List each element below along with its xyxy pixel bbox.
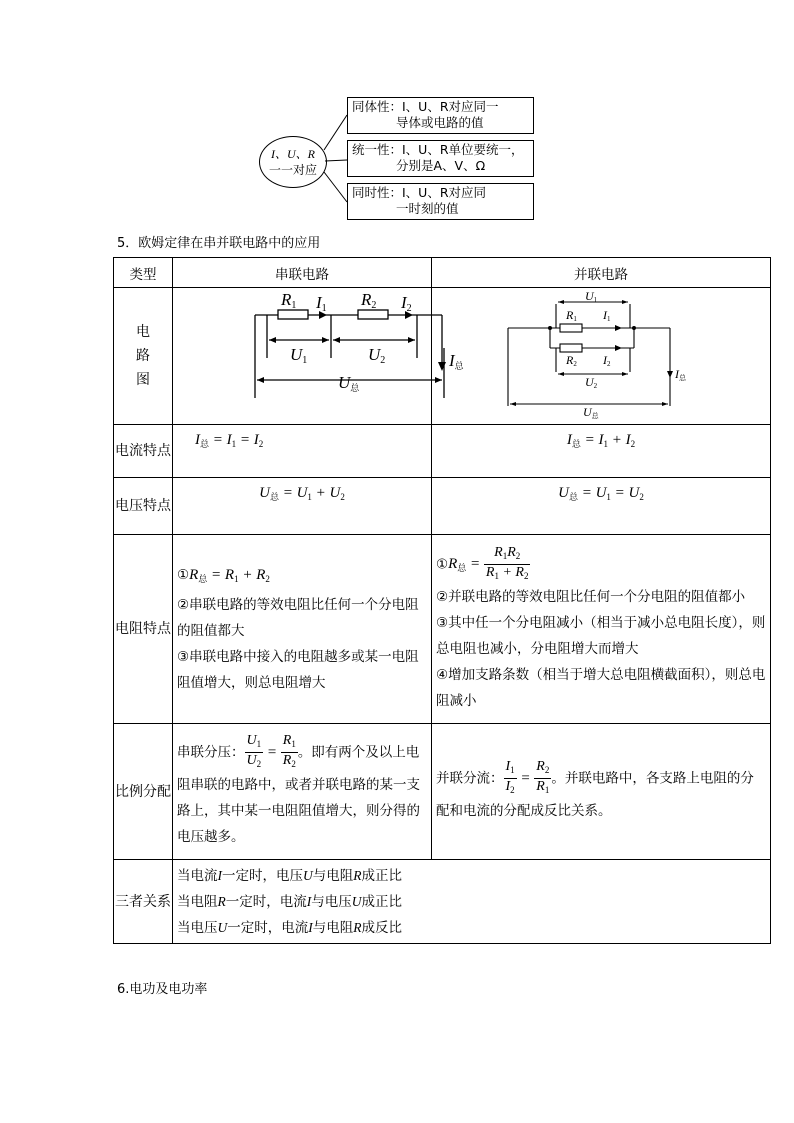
series-label-U2: U bbox=[368, 345, 381, 364]
concept-box-line1: 同体性：I、U、R对应同一 bbox=[352, 99, 499, 114]
label-ratio: 比例分配 bbox=[114, 724, 173, 860]
parallel-sub-R1: 1 bbox=[573, 315, 577, 323]
label-circuit-diagram: 电 路 图 bbox=[114, 288, 173, 425]
series-resistance-formula: $①R_总 = R_1 + R_2$ bbox=[177, 567, 270, 584]
parallel-sub-R2: 2 bbox=[573, 360, 577, 368]
svg-text:I2 bbox=[400, 293, 412, 314]
row-resistance bbox=[114, 535, 771, 724]
svg-text:I2 bbox=[602, 353, 611, 368]
row-ratio bbox=[114, 724, 771, 860]
parallel-sub-Utotal: 总 bbox=[591, 412, 599, 420]
series-sub-Itotal: 总 bbox=[454, 361, 464, 371]
series-label-I1: I bbox=[316, 293, 322, 312]
parallel-label-I1: I bbox=[603, 308, 607, 322]
header-parallel: 并联电路 bbox=[432, 258, 771, 288]
series-sub-U2: 2 bbox=[380, 355, 386, 366]
parallel-ratio-text: 。并联电路中，各支路上电阻的分配和电流的分配成反比关系。 bbox=[436, 770, 754, 819]
series-label-R1: R bbox=[281, 290, 292, 309]
series-circuit-diagram bbox=[173, 288, 464, 424]
svg-text:R1 bbox=[280, 290, 296, 311]
svg-text:R2 bbox=[565, 353, 577, 368]
series-sub-R2: 2 bbox=[371, 300, 377, 311]
concept-box-line2: 一时刻的值 bbox=[396, 201, 459, 216]
ohm-law-table bbox=[113, 257, 771, 944]
row-current bbox=[114, 425, 771, 478]
svg-text:U1 bbox=[585, 289, 598, 304]
svg-text:I1 bbox=[315, 293, 327, 314]
series-label-Itotal: I bbox=[449, 351, 455, 370]
concept-box-sameobject bbox=[347, 97, 534, 134]
parallel-label-R2: R bbox=[566, 353, 574, 367]
series-label-R2: R bbox=[361, 290, 372, 309]
svg-text:U1 bbox=[290, 345, 307, 366]
parallel-sub-I2: 2 bbox=[607, 360, 611, 368]
parallel-ratio-prefix: 并联分流： bbox=[436, 770, 504, 787]
relation-cell bbox=[173, 860, 771, 944]
relation-line-2: 当电阻R一定时，电流I与电压U成正比 bbox=[177, 893, 402, 910]
svg-text:I总 bbox=[674, 367, 687, 382]
series-circuit-cell bbox=[173, 288, 464, 425]
svg-text:R2 bbox=[360, 290, 376, 311]
label-voltage: 电压特点 bbox=[114, 478, 173, 535]
parallel-ratio-cell: 并联分流： $\frac{I_1}{I_2}$ = $\frac{R_2}{R_1}$ 。并联电路中，各支路上电阻的分配和电流的分配成反比关系。 bbox=[432, 724, 771, 860]
parallel-sub-I1: 1 bbox=[607, 315, 611, 323]
header-series: 串联电路 bbox=[173, 258, 432, 288]
label-resistance: 电阻特点 bbox=[114, 535, 173, 724]
parallel-label-Utotal: U bbox=[583, 405, 592, 419]
parallel-sub-U2: 2 bbox=[593, 382, 598, 390]
parallel-label-U2: U bbox=[585, 375, 594, 389]
svg-text:U2 bbox=[585, 375, 598, 390]
concept-box-line1: 统一性：I、U、R单位要统一， bbox=[352, 142, 524, 157]
series-current-formula: $I_总 = I_1 = I_2$ bbox=[173, 425, 432, 478]
concept-center-ellipse bbox=[259, 136, 327, 188]
parallel-current-formula: $I_总 = I_1 + I_2$ bbox=[432, 425, 771, 478]
series-ratio-prefix: 串联分压： bbox=[177, 744, 245, 761]
parallel-sub-U1: 1 bbox=[593, 296, 598, 304]
series-ratio-text: 。即有两个及以上电阻串联的电路中，或者并联电路的某一支路上，其中某一电阻阻值增大，则分得的电压越多。 bbox=[177, 744, 420, 845]
row-circuit-diagram bbox=[114, 288, 771, 425]
label-current: 电流特点 bbox=[114, 425, 173, 478]
concept-box-simultaneity bbox=[347, 183, 534, 220]
section-5-heading: 5．欧姆定律在串并联电路中的应用 bbox=[117, 236, 321, 251]
concept-box-line2: 导体或电路的值 bbox=[396, 115, 484, 130]
concept-box-line1: 同时性：I、U、R对应同 bbox=[352, 185, 487, 200]
series-label-Utotal: U bbox=[338, 373, 351, 392]
series-resistance-p2: ②串联电路的等效电阻比任何一个分电阻的阻值都大 bbox=[177, 597, 419, 639]
parallel-circuit-diagram bbox=[432, 288, 771, 424]
parallel-resistance-formula: $①R_总$ = $\frac{R_1R_2}{R_1 + R_2}$ bbox=[436, 544, 529, 581]
header-type: 类型 bbox=[114, 258, 173, 288]
series-sub-R1: 1 bbox=[291, 300, 297, 311]
series-label-U1: U bbox=[290, 345, 303, 364]
series-voltage-formula: $U_总 = U_1 + U_2$ bbox=[173, 478, 432, 535]
parallel-label-U1: U bbox=[585, 289, 594, 303]
svg-text:U总 bbox=[583, 405, 600, 420]
svg-text:R1 bbox=[565, 308, 577, 323]
series-resistance-p3: ③串联电路中接入的电阻越多或某一电阻阻值增大，则总电阻增大 bbox=[177, 649, 419, 691]
concept-center-line1: I、U、R bbox=[271, 147, 315, 161]
parallel-resistance-p4: ④增加支路条数（相当于增大总电阻横截面积），则总电阻减小 bbox=[436, 666, 766, 709]
label-relation: 三者关系 bbox=[114, 860, 173, 944]
table-header-row bbox=[114, 258, 771, 288]
svg-text:U总 bbox=[338, 373, 360, 393]
parallel-label-Itotal: I bbox=[675, 367, 679, 381]
concept-box-line2: 分别是A、V、Ω bbox=[396, 158, 486, 173]
parallel-resistance-p2: ②并联电路的等效电阻比任何一个分电阻的阻值都小 bbox=[436, 588, 746, 605]
parallel-label-I2: I bbox=[603, 353, 607, 367]
series-sub-I2: 2 bbox=[406, 303, 412, 314]
relation-line-3: 当电压U一定时，电流I与电阻R成反比 bbox=[177, 919, 402, 936]
row-voltage bbox=[114, 478, 771, 535]
concept-center-line2: 一一对应 bbox=[268, 163, 317, 177]
series-ratio-cell: 串联分压： $\frac{U_1}{U_2}$ = $\frac{R_1}{R_2}$ 。即有两个及以上电阻串联的电路中，或者并联电路的某一支路上，其中某一电阻阻值增大，则分得的电压越多。 bbox=[173, 724, 432, 860]
series-resistance-cell bbox=[173, 535, 432, 724]
row-relation bbox=[114, 860, 771, 944]
parallel-resistance-p3: ③其中任一个分电阻减小（相当于减小总电阻长度），则总电阻也减小，分电阻增大而增大 bbox=[436, 614, 766, 657]
relation-line-1: 当电流I一定时，电压U与电阻R成正比 bbox=[177, 867, 402, 884]
parallel-circuit-cell bbox=[432, 288, 771, 425]
svg-text:I1 bbox=[602, 308, 611, 323]
parallel-label-R1: R bbox=[566, 308, 574, 322]
series-sub-U1: 1 bbox=[302, 355, 308, 366]
series-sub-I1: 1 bbox=[321, 303, 327, 314]
svg-text:U2 bbox=[368, 345, 385, 366]
parallel-sub-Itotal: 总 bbox=[679, 374, 686, 382]
parallel-resistance-cell bbox=[432, 535, 771, 724]
series-label-I2: I bbox=[401, 293, 407, 312]
concept-box-unity bbox=[347, 140, 534, 177]
parallel-voltage-formula: $U_总 = U_1 = U_2$ bbox=[432, 478, 771, 535]
series-sub-Utotal: 总 bbox=[350, 383, 360, 393]
section-6-heading: 6.电功及电功率 bbox=[117, 982, 208, 997]
